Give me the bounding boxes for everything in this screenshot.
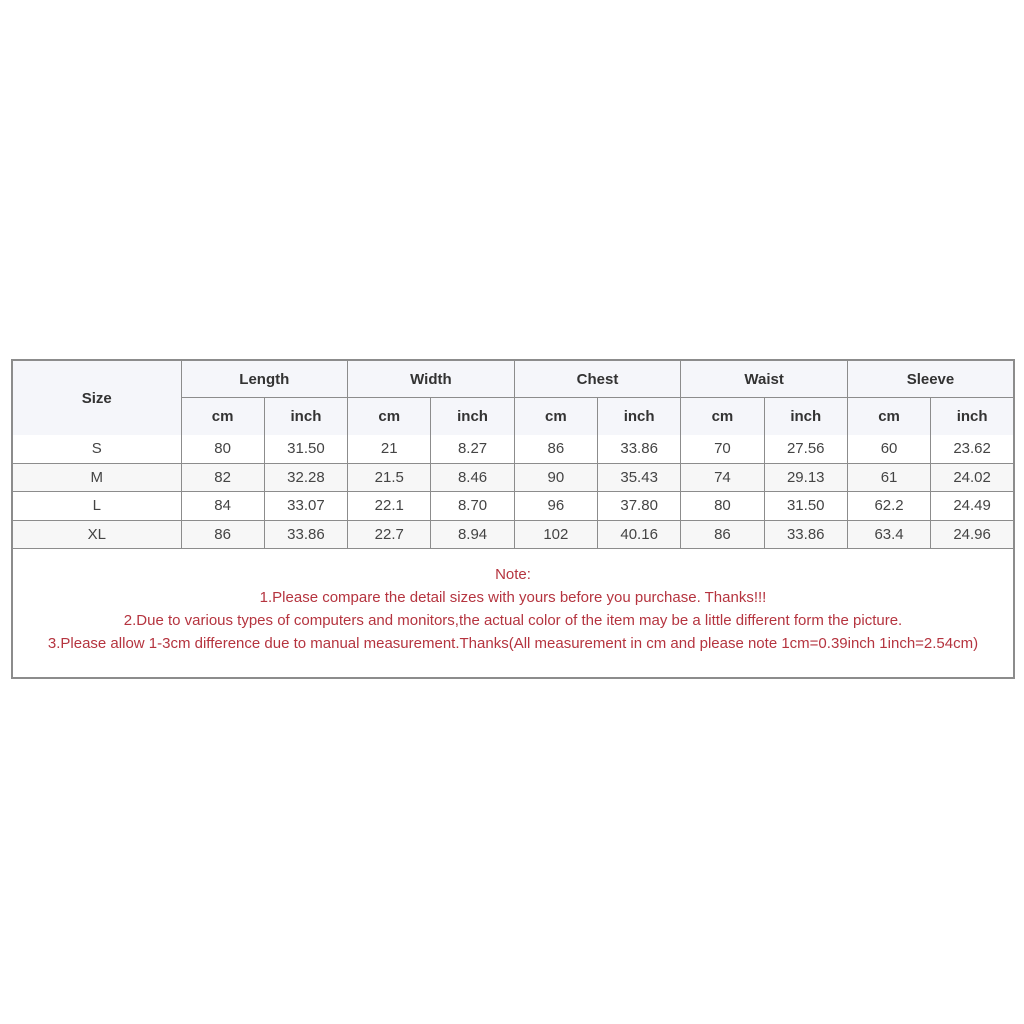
note-title: Note: [495,566,531,583]
note-line-2: 2.Due to various types of computers and monitors,the actual color of the item may be a little different form the picture. [123,612,903,629]
sleeve-cm-cell: 61 [847,463,930,492]
table-row-l [12,492,1014,521]
waist-inch-cell: 33.86 [764,520,847,549]
length-inch-cell: 32.28 [264,463,347,492]
length-header: Length [181,360,348,398]
chest-inch-cell: 33.86 [598,435,681,463]
note-line-1: 1.Please compare the detail sizes with yours before you purchase. Thanks!!! [259,589,767,606]
width-inch-header: inch [431,398,514,436]
chest-inch-cell: 37.80 [598,492,681,521]
sleeve-inch-cell: 24.02 [931,463,1014,492]
length-cm-header: cm [181,398,264,436]
waist-inch-header: inch [764,398,847,436]
width-inch-cell: 8.27 [431,435,514,463]
chest-cm-cell: 86 [514,435,597,463]
length-cm-cell: 82 [181,463,264,492]
chest-header: Chest [514,360,681,398]
waist-cm-cell: 74 [681,463,764,492]
width-cm-header: cm [348,398,431,436]
sleeve-cm-cell: 63.4 [847,520,930,549]
width-cm-cell: 22.1 [348,492,431,521]
size-column-header: Size [12,360,181,435]
chest-inch-cell: 35.43 [598,463,681,492]
sleeve-header: Sleeve [847,360,1014,398]
width-cm-cell: 21 [348,435,431,463]
width-cm-cell: 22.7 [348,520,431,549]
sleeve-inch-cell: 24.49 [931,492,1014,521]
size-cell: S [12,435,181,463]
sleeve-cm-cell: 60 [847,435,930,463]
size-cell: XL [12,520,181,549]
length-cm-cell: 80 [181,435,264,463]
width-inch-cell: 8.46 [431,463,514,492]
notes-row [12,549,1014,679]
waist-inch-cell: 27.56 [764,435,847,463]
length-inch-cell: 31.50 [264,435,347,463]
table-row-s [12,435,1014,463]
sleeve-cm-header: cm [847,398,930,436]
table-row-m [12,463,1014,492]
length-inch-cell: 33.86 [264,520,347,549]
length-cm-cell: 84 [181,492,264,521]
chest-inch-header: inch [598,398,681,436]
length-cm-cell: 86 [181,520,264,549]
waist-header: Waist [681,360,848,398]
size-cell: M [12,463,181,492]
width-inch-cell: 8.70 [431,492,514,521]
waist-inch-cell: 31.50 [764,492,847,521]
note-line-3: 3.Please allow 1-3cm difference due to manual measurement.Thanks(All measurement in cm and please note 1cm=0.39inch 1inch=2.54cm) [47,635,979,652]
waist-cm-cell: 70 [681,435,764,463]
size-chart-table [11,359,1015,679]
waist-inch-cell: 29.13 [764,463,847,492]
waist-cm-header: cm [681,398,764,436]
notes-cell [12,549,1014,679]
length-inch-header: inch [264,398,347,436]
width-inch-cell: 8.94 [431,520,514,549]
waist-cm-cell: 80 [681,492,764,521]
chest-cm-cell: 90 [514,463,597,492]
header-group-row [12,360,1014,398]
width-header: Width [348,360,515,398]
chest-cm-cell: 96 [514,492,597,521]
sleeve-cm-cell: 62.2 [847,492,930,521]
waist-cm-cell: 86 [681,520,764,549]
chest-cm-cell: 102 [514,520,597,549]
chest-inch-cell: 40.16 [598,520,681,549]
chest-cm-header: cm [514,398,597,436]
table-row-xl [12,520,1014,549]
sleeve-inch-cell: 24.96 [931,520,1014,549]
sleeve-inch-cell: 23.62 [931,435,1014,463]
length-inch-cell: 33.07 [264,492,347,521]
sleeve-inch-header: inch [931,398,1014,436]
size-cell: L [12,492,181,521]
width-cm-cell: 21.5 [348,463,431,492]
